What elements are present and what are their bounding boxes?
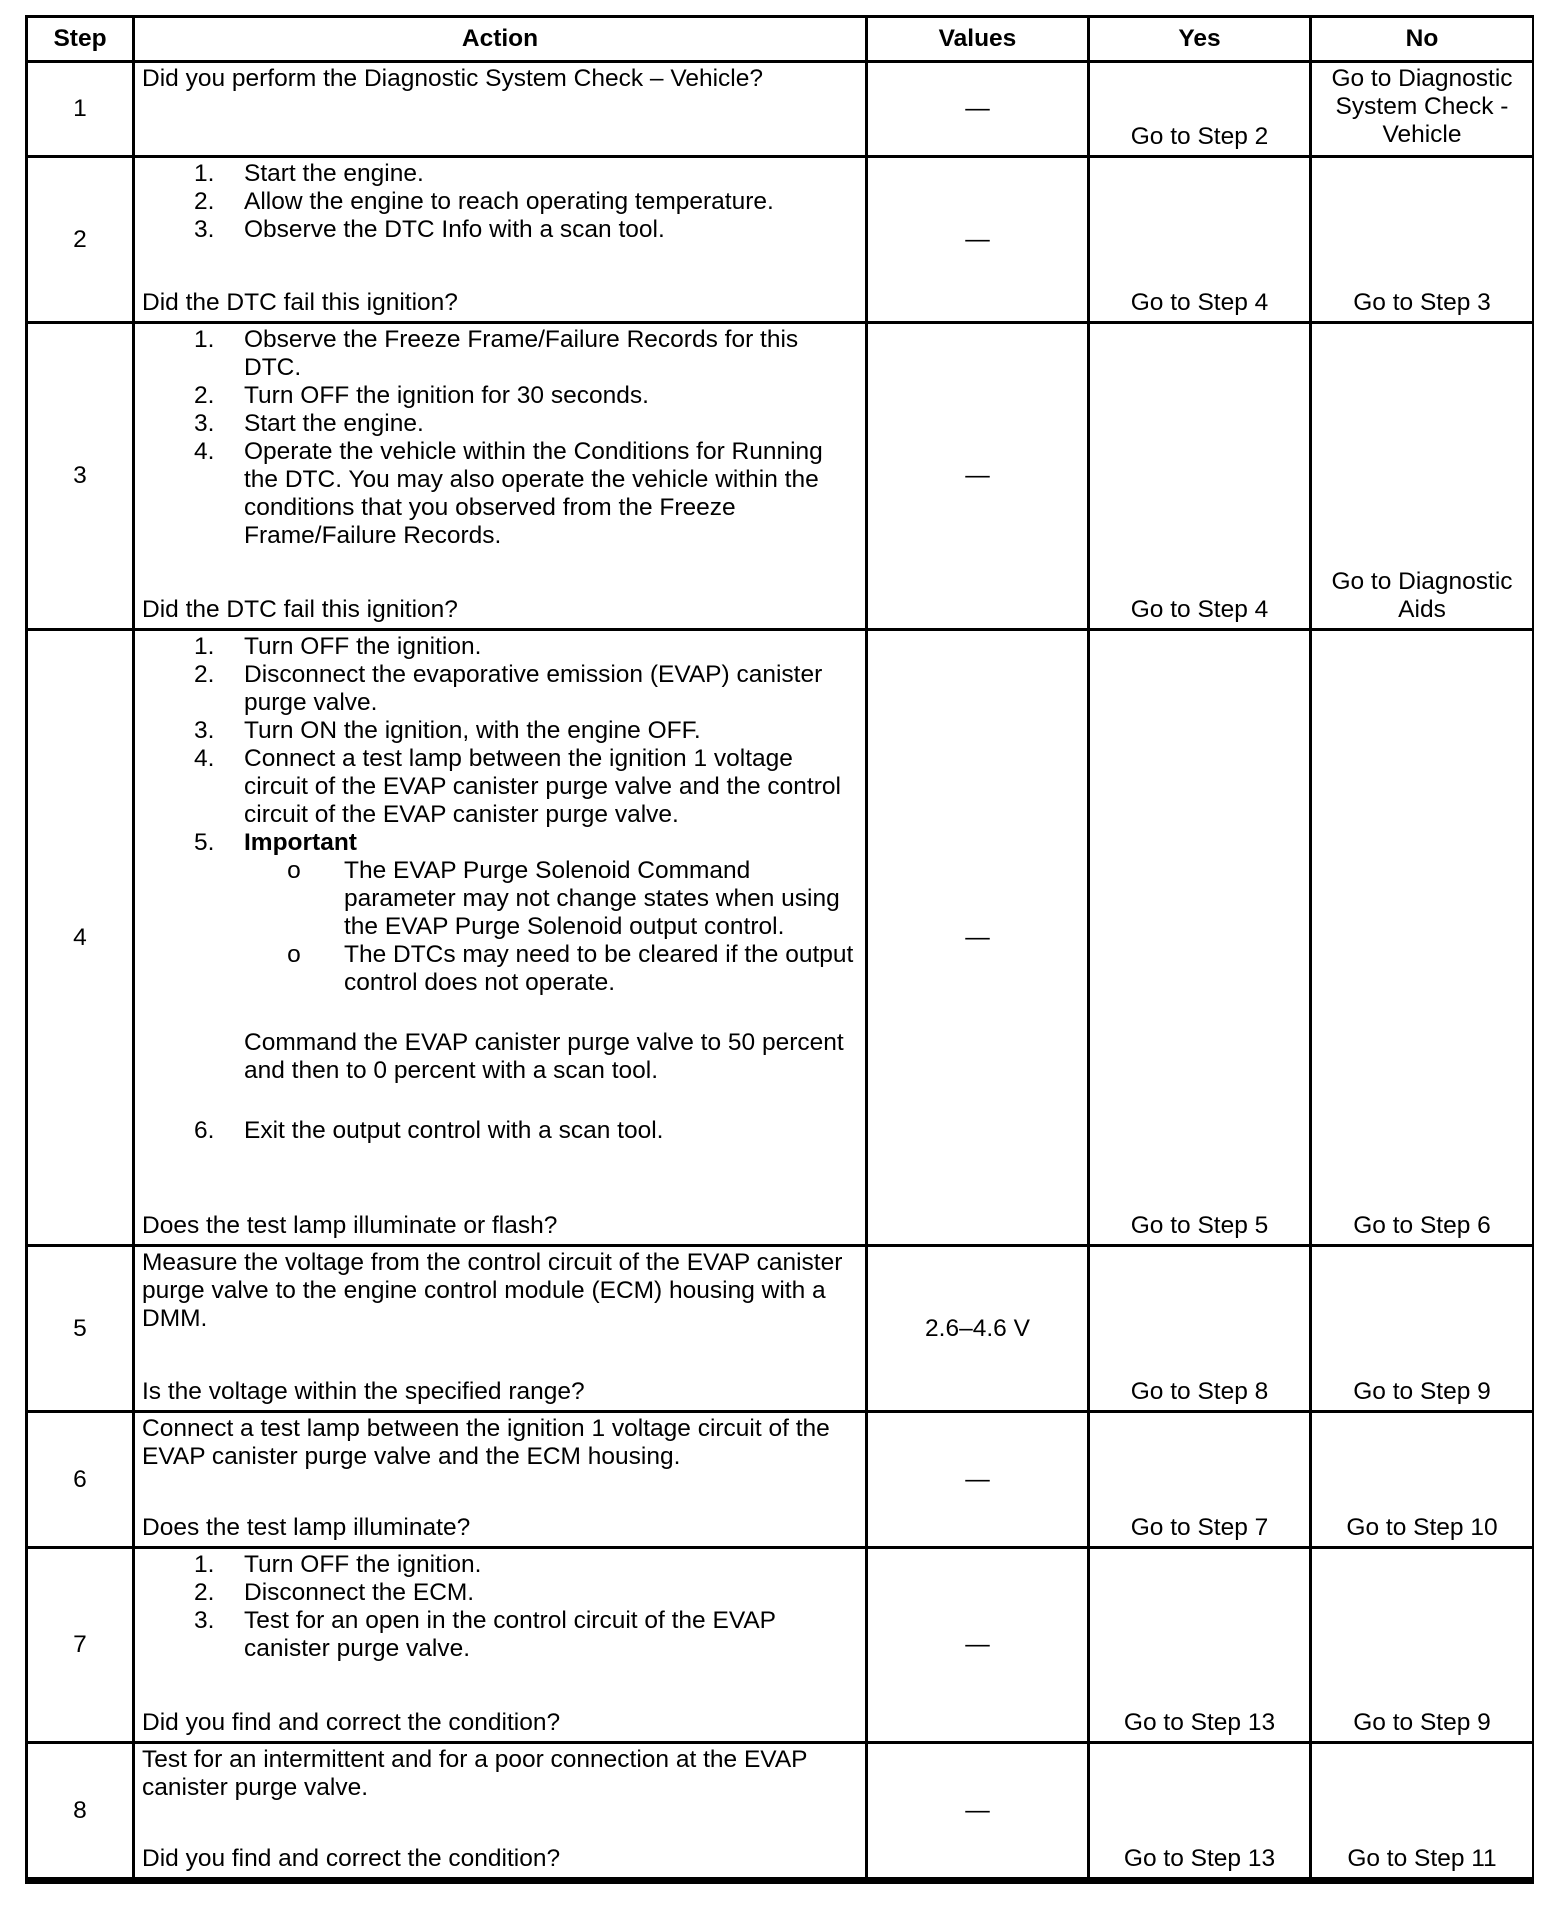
value-cell: — [868,1549,1087,1741]
action-cell [135,63,865,155]
diagnostic-table [25,15,1534,1884]
list-item: Allow the engine to reach operating temperature. [244,188,774,215]
question: Did you find and correct the condition? [142,1845,561,1872]
command-text: Command the EVAP canister purge valve to 50 percent and then to 0 percent with a scan tool. [244,1029,844,1084]
step-number: 1 [28,63,132,155]
value-cell: 2.6–4.6 V [868,1247,1087,1410]
list-item: Turn OFF the ignition for 30 seconds. [244,382,649,409]
numbered-list: 1. Observe the Freeze Frame/Failure Records for this DTC. 2. Turn OFF the ignition for 30 seconds. 3. Start the engine. 4. Operate the vehicle within the Conditions for Running the DTC. You may also operate the vehicle within the conditions that you observed from the Freeze Frame/Failure Records. [142,326,857,550]
list-item: Disconnect the evaporative emission (EVAP) canister purge valve. [244,661,823,716]
action-cell [135,1247,865,1410]
list-item: Start the engine. [244,410,424,437]
bullet-list [244,857,857,997]
action-cell [135,1744,865,1877]
action-cell [135,158,865,321]
yes-cell [1090,1549,1309,1741]
bullet-icon: o [287,857,301,884]
value-cell: — [868,631,1087,1244]
numbered-list: 1. Turn OFF the ignition. 2. Disconnect the ECM. 3. Test for an open in the control circuit of the EVAP canister purge valve. [142,1551,857,1663]
value-cell: — [868,158,1087,321]
value-cell: — [868,1413,1087,1546]
header-action: Action [135,18,865,60]
action-cell [135,631,865,1244]
list-item: Disconnect the ECM. [244,1579,475,1606]
no-cell [1312,631,1532,1244]
yes-cell [1090,631,1309,1244]
step-number: 6 [28,1413,132,1546]
no-cell [1312,1413,1532,1546]
step-number: 3 [28,324,132,628]
yes-link[interactable]: Go to Step 13 [1123,1845,1276,1872]
step-number: 7 [28,1549,132,1741]
instruction: Test for an intermittent and for a poor connection at the EVAP canister purge valve. [142,1746,808,1801]
yes-link[interactable]: Go to Step 5 [1130,1212,1269,1239]
yes-link[interactable]: Go to Step 7 [1130,1514,1269,1541]
step-number: 4 [28,631,132,1244]
list-item: Connect a test lamp between the ignition 1 voltage circuit of the EVAP canister purge valve and the control circuit of the EVAP canister purge valve. [244,745,841,828]
list-item: Turn OFF the ignition. [244,1551,482,1578]
no-link[interactable]: Go to Step 10 [1346,1514,1498,1541]
question: Does the test lamp illuminate? [142,1514,471,1541]
yes-link[interactable]: Go to Step 13 [1123,1709,1276,1736]
question: Is the voltage within the specified range? [142,1378,585,1405]
no-cell [1312,1247,1532,1410]
header-yes: Yes [1090,18,1309,60]
list-item: Exit the output control with a scan tool. [244,1117,664,1144]
yes-cell [1090,324,1309,628]
value-cell: — [868,324,1087,628]
no-link[interactable]: Go to Diagnostic Aids [1331,568,1513,623]
list-item: Operate the vehicle within the Conditions for Running the DTC. You may also operate the vehicle within the conditions that you observed from the Freeze Frame/Failure Records. [244,438,823,549]
no-cell [1312,1549,1532,1741]
yes-cell [1090,63,1309,155]
question: Did you find and correct the condition? [142,1709,561,1736]
numbered-list: 1. Start the engine. 2. Allow the engine to reach operating temperature. 3. Observe the DTC Info with a scan tool. [142,160,857,244]
no-link[interactable]: Go to Step 3 [1353,289,1491,316]
yes-link[interactable]: Go to Step 8 [1130,1378,1269,1405]
no-link[interactable]: Go to Step 9 [1353,1709,1491,1736]
no-link[interactable]: Go to Step 9 [1353,1378,1491,1405]
instruction: Connect a test lamp between the ignition 1 voltage circuit of the EVAP canister purge valve and the ECM housing. [142,1415,830,1470]
action-cell [135,324,865,628]
yes-link[interactable]: Go to Step 2 [1130,123,1269,150]
question: Did the DTC fail this ignition? [142,289,458,316]
header-step: Step [28,18,132,60]
yes-link[interactable]: Go to Step 4 [1130,289,1269,316]
numbered-list: 1. Turn OFF the ignition. 2. Disconnect the evaporative emission (EVAP) canister purge valve. 3. Turn ON the ignition, with the engine OFF. 4. Connect a test lamp between the ignition 1 voltage circuit of the EVAP canister purge valve and the control circuit of the EVAP canister purge valve. 5. Important o The EVAP Purge Solenoid Command parameter may not change states when using the EVAP Purge Solenoid output control. o The DTCs may need to be cleared if the output control does not operate. Command the EVAP canister purge valve to 50 percent and then to 0 percent with a scan tool. 6. Exit the output control with a scan tool. [142,633,857,1145]
no-cell [1312,158,1532,321]
header-values: Values [868,18,1087,60]
list-item: Observe the DTC Info with a scan tool. [244,216,665,243]
list-item: Test for an open in the control circuit of the EVAP canister purge valve. [244,1607,776,1662]
yes-link[interactable]: Go to Step 4 [1130,596,1269,623]
yes-cell [1090,1247,1309,1410]
bullet-item: The DTCs may need to be cleared if the output control does not operate. [344,941,854,996]
action-cell [135,1413,865,1546]
list-item: Start the engine. [244,160,424,187]
question: Does the test lamp illuminate or flash? [142,1212,558,1239]
yes-cell [1090,1744,1309,1877]
action-cell [135,1549,865,1741]
no-cell [1312,324,1532,628]
instruction: Measure the voltage from the control circuit of the EVAP canister purge valve to the engine control module (ECM) housing with a DMM. [142,1249,843,1332]
no-link[interactable]: Go to Step 6 [1353,1212,1491,1239]
list-item: Observe the Freeze Frame/Failure Records for this DTC. [244,326,799,381]
list-item: Turn OFF the ignition. [244,633,482,660]
no-link[interactable]: Go to Step 11 [1347,1845,1497,1872]
step-number: 2 [28,158,132,321]
important-label: Important [244,829,357,856]
no-link[interactable]: Go to Diagnostic System Check - Vehicle [1331,65,1513,148]
value-cell: — [868,1744,1087,1877]
yes-cell [1090,158,1309,321]
list-item: Turn ON the ignition, with the engine OFF. [244,717,701,744]
step-number: 5 [28,1247,132,1410]
value-cell: — [868,63,1087,155]
no-cell [1312,1744,1532,1877]
no-cell [1312,63,1532,155]
bullet-item: The EVAP Purge Solenoid Command parameter may not change states when using the EVAP Purge Solenoid output control. [344,857,840,940]
bullet-icon: o [287,941,301,968]
question: Did you perform the Diagnostic System Check – Vehicle? [142,65,763,92]
yes-cell [1090,1413,1309,1546]
question: Did the DTC fail this ignition? [142,596,458,623]
step-number: 8 [28,1744,132,1877]
header-no: No [1312,18,1532,60]
